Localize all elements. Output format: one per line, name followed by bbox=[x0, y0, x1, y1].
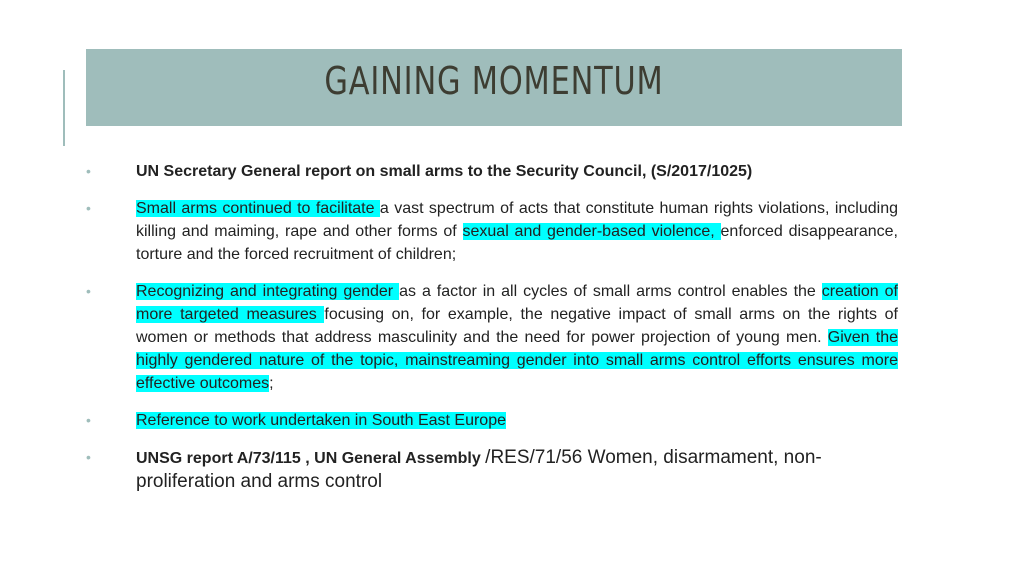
highlighted-phrase: Small arms continued to facilitate bbox=[136, 200, 380, 217]
decorative-vertical-line bbox=[63, 70, 65, 146]
bullet-dot-icon: • bbox=[86, 163, 91, 179]
slide-title: GAINING MOMENTUM bbox=[324, 59, 664, 103]
bullet-item-4 bbox=[86, 409, 898, 432]
bullet-item-2 bbox=[86, 197, 898, 266]
bullet-dot-icon: • bbox=[86, 283, 91, 299]
bullet-3-text-mid: focusing on, for example, the negative impact of small arms on the rights of women or methods that address masculinity and the need for power projection of young men. bbox=[136, 306, 899, 346]
bullet-2-text: a vast spectrum of acts that constitute human rights violations, including killing and maiming, rape and other forms of bbox=[136, 200, 899, 240]
bullet-3-text-end: ; bbox=[269, 375, 274, 392]
bullet-2-text-end: enforced disappearance, torture and the forced recruitment of children; bbox=[136, 223, 898, 263]
bullet-dot-icon: • bbox=[86, 412, 91, 428]
highlighted-phrase: creation of more targeted measures bbox=[136, 283, 898, 323]
bullet-dot-icon: • bbox=[86, 449, 91, 465]
highlighted-phrase: Reference to work undertaken in South East Europe bbox=[136, 412, 506, 429]
bullet-list bbox=[86, 160, 898, 508]
bullet-dot-icon: • bbox=[86, 200, 91, 216]
bullet-5-resolution: /RES/71/56 Women, bbox=[485, 447, 659, 468]
bullet-5-text: disarmament, non-proliferation and arms control bbox=[136, 447, 822, 492]
highlighted-phrase: Recognizing and integrating gender bbox=[136, 283, 400, 300]
bullet-item-1 bbox=[86, 160, 898, 183]
bullet-item-3 bbox=[86, 280, 898, 395]
highlighted-phrase: Given the highly gendered nature of the topic, mainstreaming gender into small arms control efforts ensures more effective outcomes bbox=[136, 329, 898, 392]
title-banner bbox=[86, 49, 902, 126]
bullet-3-text: as a factor in all cycles of small arms control enables the bbox=[399, 283, 822, 300]
highlighted-phrase: sexual and gender-based violence, bbox=[462, 223, 721, 240]
bullet-5-bold-text: UNSG report A/73/115 , UN General Assembly bbox=[136, 450, 486, 467]
bullet-1-text: UN Secretary General report on small arms to the Security Council, (S/2017/1025) bbox=[136, 163, 753, 180]
bullet-item-5 bbox=[86, 446, 898, 494]
